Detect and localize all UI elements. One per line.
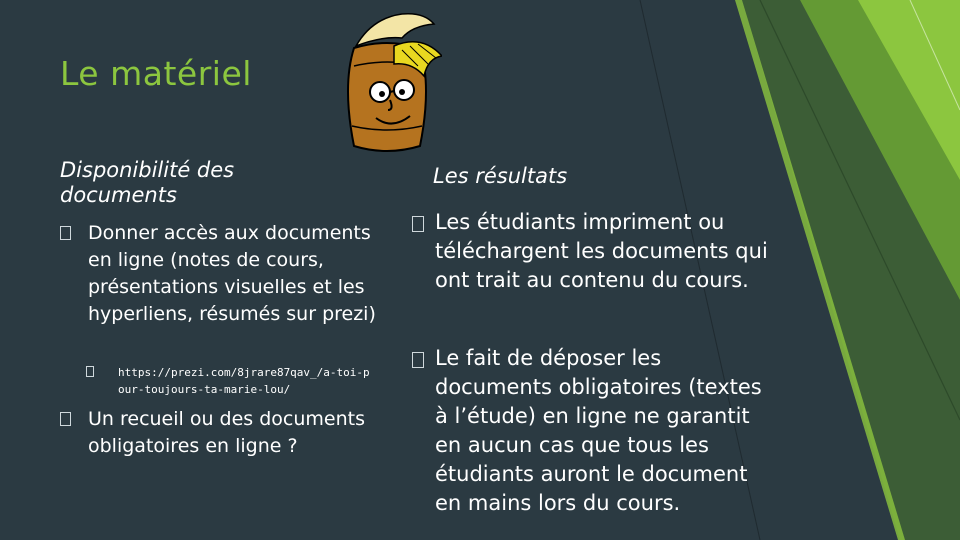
checkbox-bullet-icon xyxy=(412,216,424,232)
book-mascot-icon xyxy=(332,6,442,156)
slide-title: Le matériel xyxy=(60,54,252,93)
right-column-heading: Les résultats xyxy=(433,164,568,188)
checkbox-bullet-icon xyxy=(412,352,424,368)
left-bullet-1-text: Donner accès aux documents en ligne (notes de cours, présentations visuelles et les hyperliens, résumés sur prezi) xyxy=(88,222,376,325)
right-bullet-2-text: Le fait de déposer les documents obligatoires (textes à l’étude) en ligne ne garantit en aucun cas que tous les étudiants auront le document en mains lors du cours. xyxy=(435,346,762,515)
checkbox-bullet-icon xyxy=(60,226,71,240)
right-bullet-1-text: Les étudiants impriment ou téléchargent les documents qui ont trait au contenu du cours. xyxy=(435,210,768,292)
left-column-heading: Disponibilité des documents xyxy=(60,158,235,207)
left-bullet-2-text: Un recueil ou des documents obligatoires en ligne ? xyxy=(88,408,366,457)
checkbox-bullet-icon xyxy=(86,366,94,377)
prezi-link[interactable]: https://prezi.com/8jrare87qav_/a-toi-pour-toujours-ta-marie-lou/ xyxy=(118,366,370,396)
checkbox-bullet-icon xyxy=(60,412,71,426)
